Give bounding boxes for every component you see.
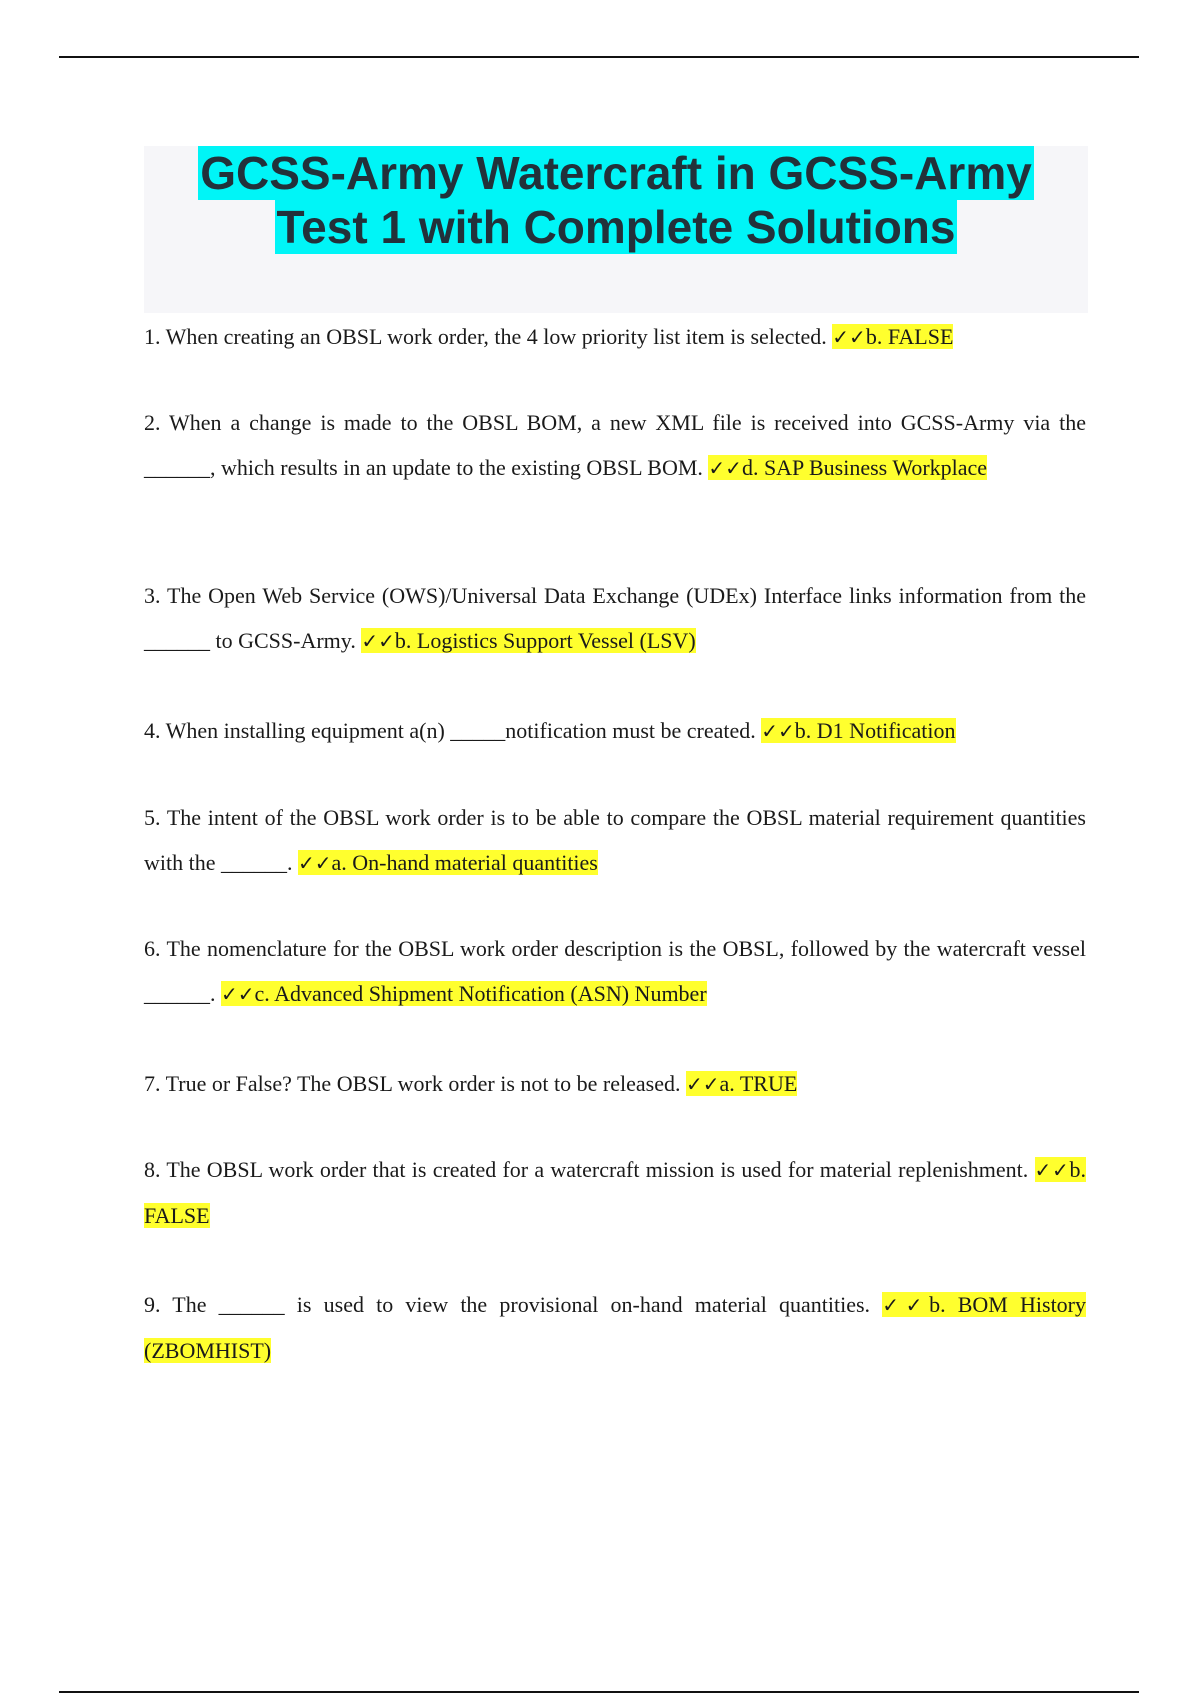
question-item — [144, 400, 1086, 491]
check-mark-icon: ✓✓ — [685, 1072, 720, 1096]
answer-text: b. FALSE — [865, 324, 954, 349]
question-text: 2. When a change is made to the OBSL BOM, a new XML file is received into GCSS-Army via the ______, which results in an update to the existing OBSL BOM. — [144, 410, 1086, 480]
check-mark-icon: ✓✓ — [832, 325, 866, 349]
answer-text: b. D1 Notification — [794, 718, 956, 743]
check-mark-icon: ✓✓ — [221, 982, 255, 1006]
title-banner — [144, 146, 1088, 313]
answer-highlight — [361, 628, 695, 653]
top-rule — [59, 56, 1139, 58]
check-mark-icon: ✓✓ — [361, 629, 395, 653]
question-item — [144, 795, 1086, 886]
question-text: 9. The ______ is used to view the provisional on-hand material quantities. — [144, 1292, 883, 1317]
title-line-1: GCSS-Army Watercraft in GCSS-Army — [200, 147, 1032, 199]
question-item — [144, 573, 1086, 664]
answer-text: c. Advanced Shipment Notification (ASN) Number — [254, 981, 707, 1006]
answer-text: b. FALSE — [144, 1157, 1086, 1228]
check-mark-icon: ✓✓ — [708, 456, 742, 480]
question-item — [144, 1061, 1086, 1107]
question-text: 4. When installing equipment a(n) _____notification must be created. — [144, 718, 762, 743]
question-item — [144, 708, 1086, 754]
answer-highlight — [298, 850, 598, 875]
check-mark-icon: ✓✓ — [761, 719, 795, 743]
question-item — [144, 1147, 1086, 1238]
answer-highlight — [761, 718, 955, 743]
answer-text: b. BOM History (ZBOMHIST) — [144, 1292, 1087, 1363]
check-mark-icon: ✓✓ — [1034, 1158, 1070, 1182]
bottom-rule — [59, 1691, 1139, 1693]
question-text: 3. The Open Web Service (OWS)/Universal Data Exchange (UDEx) Interface links information from the ______ to GCSS-Army. — [144, 583, 1086, 653]
question-item — [144, 1282, 1086, 1373]
answer-highlight — [832, 324, 953, 349]
answer-text: a. On-hand material quantities — [331, 850, 598, 875]
question-text: 6. The nomenclature for the OBSL work order description is the OBSL, followed by the watercraft vessel ______. — [144, 936, 1086, 1006]
answer-highlight — [708, 455, 987, 480]
question-item — [144, 314, 1086, 360]
question-text: 7. True or False? The OBSL work order is not to be released. — [144, 1071, 686, 1096]
answer-text: b. Logistics Support Vessel (LSV) — [394, 628, 696, 653]
question-text: 1. When creating an OBSL work order, the 4 low priority list item is selected. — [144, 324, 833, 349]
check-mark-icon: ✓✓ — [882, 1293, 930, 1317]
answer-highlight — [686, 1071, 797, 1096]
title-line-2: Test 1 with Complete Solutions — [276, 201, 956, 253]
question-item — [144, 926, 1086, 1017]
answer-text: d. SAP Business Workplace — [741, 455, 988, 480]
question-text: 5. The intent of the OBSL work order is to be able to compare the OBSL material requirement quantities with the ______. — [144, 805, 1086, 875]
check-mark-icon: ✓✓ — [298, 851, 332, 875]
answer-highlight — [221, 981, 707, 1006]
answer-text: a. TRUE — [719, 1071, 798, 1096]
question-text: 8. The OBSL work order that is created for a watercraft mission is used for material replenishment. — [144, 1157, 1035, 1182]
